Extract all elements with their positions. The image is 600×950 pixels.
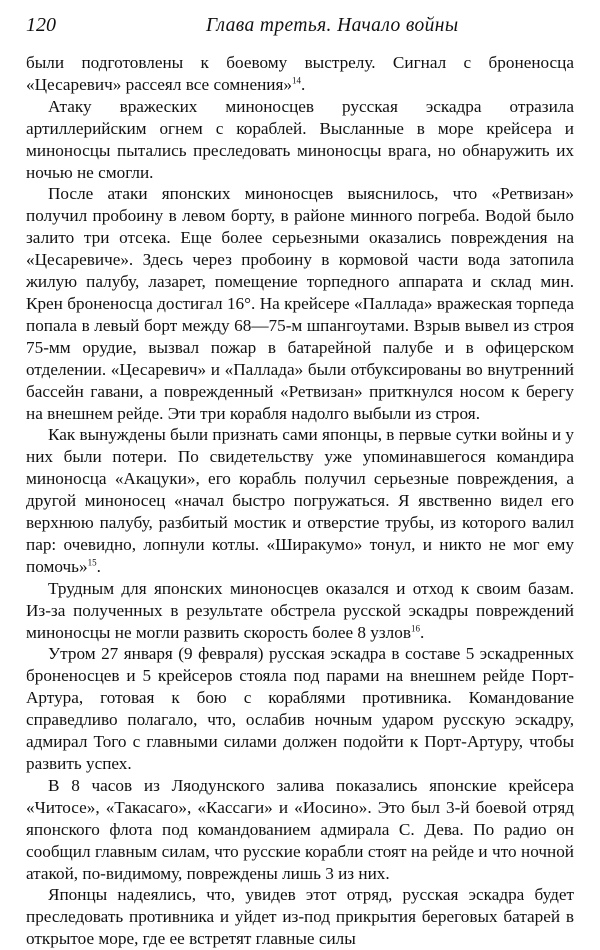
paragraph: В 8 часов из Ляодунского залива показались японские крейсера «Читосе», «Такасаго», «Кассаги» и «Иосино». Это был 3-й боевой отряд японского флота под командованием адмирала С. Дева. По радио он сообщил главным силам, что русские корабли стоят на рейде и что ночной атакой, по-видимому, повреждены лишь 3 из них. [26, 775, 574, 883]
paragraph: Японцы надеялись, что, увидев этот отряд, русская эскадра будет преследовать противника и уйдет из-под прикрытия береговых батарей в открытое море, где ее встретят главные силы [26, 885, 574, 949]
footnote-ref: 15 [87, 557, 97, 568]
paragraph: были подготовлены к боевому выстрелу. Сигнал с броненосца «Цесаревич» рассеял все сомнения»$^{14}$. [26, 53, 574, 94]
footnote-ref: 14 [291, 75, 301, 86]
footnote-ref: 16 [410, 622, 420, 633]
body-text [26, 52, 574, 950]
paragraph: Утром 27 января (9 февраля) русская эскадра в составе 5 эскадренных броненосцев и 5 крейсеров стояла под парами на внешнем рейде Порт-Артура, готовая к бою с кораблями противника. Командование справедливо полагало, что, ослабив ночным ударом русскую эскадру, адмирал Того с главными силами должен подойти к Порт-Артуру, чтобы развить успех. [26, 644, 574, 773]
paragraph: Трудным для японских миноносцев оказался и отход к своим базам. Из-за полученных в результате обстрела русской эскадры повреждений миноносцы не могли развить скорость более 8 узлов$^{16}$. [26, 578, 574, 642]
running-title: Глава третья. Начало войны [206, 15, 459, 36]
paragraph: Атаку вражеских миноносцев русская эскадра отразила артиллерийским огнем с кораблей. Высланные в море крейсера и миноносцы пытались преследовать миноносцы врага, но обнаружить их ночью не смогли. [26, 96, 574, 182]
paragraph: Как вынуждены были признать сами японцы, в первые сутки войны и у них были потери. По свидетельству уже упоминавшегося командира миноносца «Акацуки», его корабль получил серьезные повреждения, а другой миноносец «начал быстро погружаться. Я явственно видел его верхнюю палубу, разбитый мостик и отверстие трубы, из которого валил пар: очевидно, лопнули котлы. «Ширакумо» тонул, и никто не мог ему помочь»$^{15}$. [26, 425, 574, 576]
page-header [26, 14, 574, 50]
page-number: 120 [26, 14, 56, 36]
paragraph: После атаки японских миноносцев выяснилось, что «Ретвизан» получил пробоину в левом борту, в районе минного погреба. Водой было залито три отсека. Еще более серьезными оказались повреждения на «Цесаревиче». Здесь через пробоину в кормовой части вода затопила жилую палубу, лазарет, помещение торпедного аппарата и склад мин. Крен броненосца достигал 16°. На крейсере «Паллада» вражеская торпеда попала в левый борт между 68—75-м шпангоутами. Взрыв вывел из строя 75-мм орудие, вызвал пожар в батарейной палубе и в офицерском отделении. «Цесаревич» и «Паллада» были отбуксированы во внутренний бассейн гавани, а поврежденный «Ретвизан» приткнулся носом к берегу на внешнем рейде. Эти три корабля надолго выбыли из строя. [26, 184, 574, 423]
